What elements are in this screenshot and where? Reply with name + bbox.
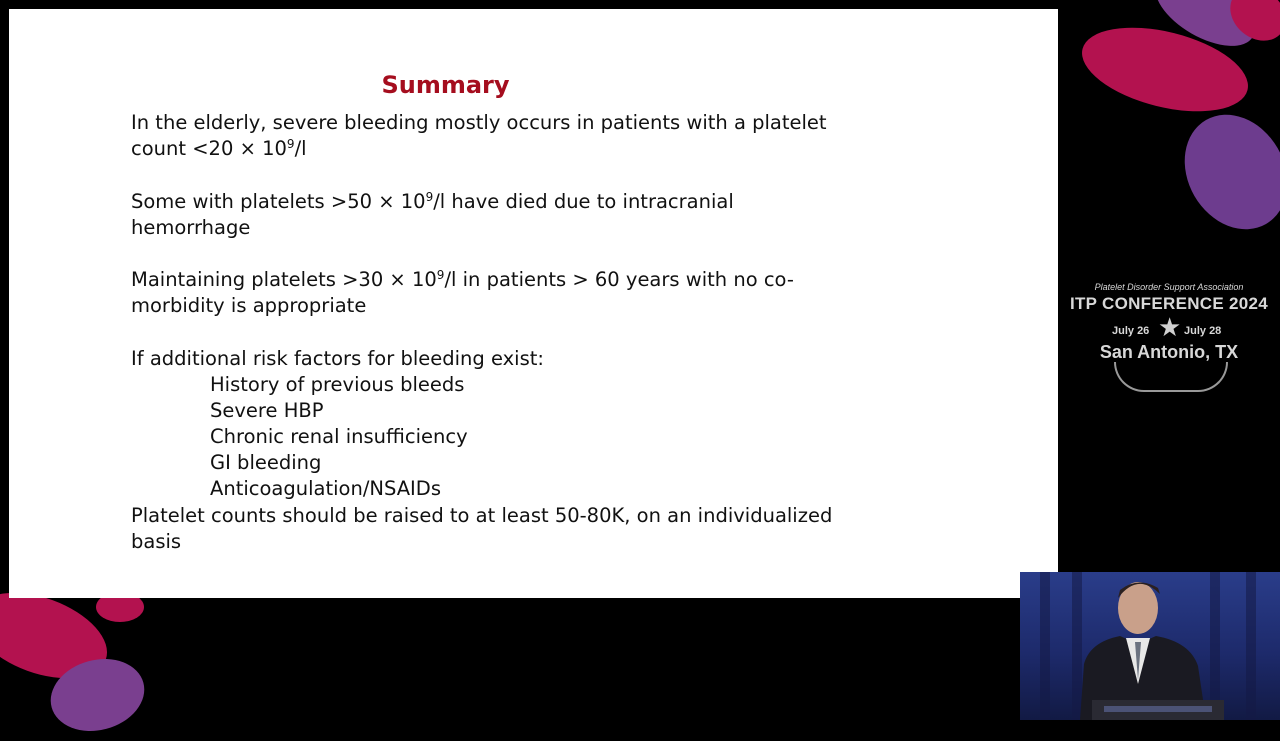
text-line: In the elderly, severe bleeding mostly occurs in patients with a platelet xyxy=(131,111,827,134)
text-span: Some with platelets >50 × 10 xyxy=(131,190,426,213)
text-span: /l have died due to intracranial xyxy=(433,190,734,213)
summary-point-1 xyxy=(131,110,891,162)
superscript: 9 xyxy=(436,268,445,282)
text-line: Platelet counts should be raised to at least 50-80K, on an individualized xyxy=(131,504,833,527)
presentation-slide xyxy=(9,9,1058,598)
risk-factor-item: Chronic renal insufficiency xyxy=(210,425,468,448)
text-line xyxy=(131,267,891,293)
date-start: July 26 xyxy=(1112,325,1150,337)
text-line: basis xyxy=(131,530,182,553)
star-icon: ★ xyxy=(1158,312,1182,342)
slide-title: Summary xyxy=(381,71,510,99)
text-span: /l xyxy=(294,137,307,160)
summary-point-3 xyxy=(131,267,891,319)
text-line: hemorrhage xyxy=(131,216,251,239)
conclusion xyxy=(131,503,891,555)
summary-point-2 xyxy=(131,189,891,241)
risk-intro: If additional risk factors for bleeding exist: xyxy=(131,347,544,370)
text-span: /l in patients > 60 years with no co- xyxy=(444,268,794,291)
speaker-video-feed xyxy=(1020,572,1280,720)
petal-decoration xyxy=(1164,96,1280,248)
risk-factor-item: GI bleeding xyxy=(210,451,322,474)
date-end: July 28 xyxy=(1184,325,1222,337)
risk-factor-item: Anticoagulation/NSAIDs xyxy=(210,477,441,500)
text-span: count <20 × 10 xyxy=(131,137,287,160)
superscript: 9 xyxy=(286,137,295,151)
conference-name: ITP CONFERENCE 2024 xyxy=(1069,294,1269,313)
logo-ring xyxy=(1114,362,1228,392)
text-span: Maintaining platelets >30 × 10 xyxy=(131,268,437,291)
event-location: San Antonio, TX xyxy=(1099,342,1239,362)
conference-logo xyxy=(1066,280,1272,395)
risk-factor-item: Severe HBP xyxy=(210,399,324,422)
superscript: 9 xyxy=(425,190,434,204)
speaker-figure xyxy=(1020,572,1280,720)
risk-factor-item: History of previous bleeds xyxy=(210,373,465,396)
text-line xyxy=(131,136,891,162)
organization-name: Platelet Disorder Support Association xyxy=(1094,282,1244,292)
text-line: morbidity is appropriate xyxy=(131,294,367,317)
text-line xyxy=(131,189,891,215)
